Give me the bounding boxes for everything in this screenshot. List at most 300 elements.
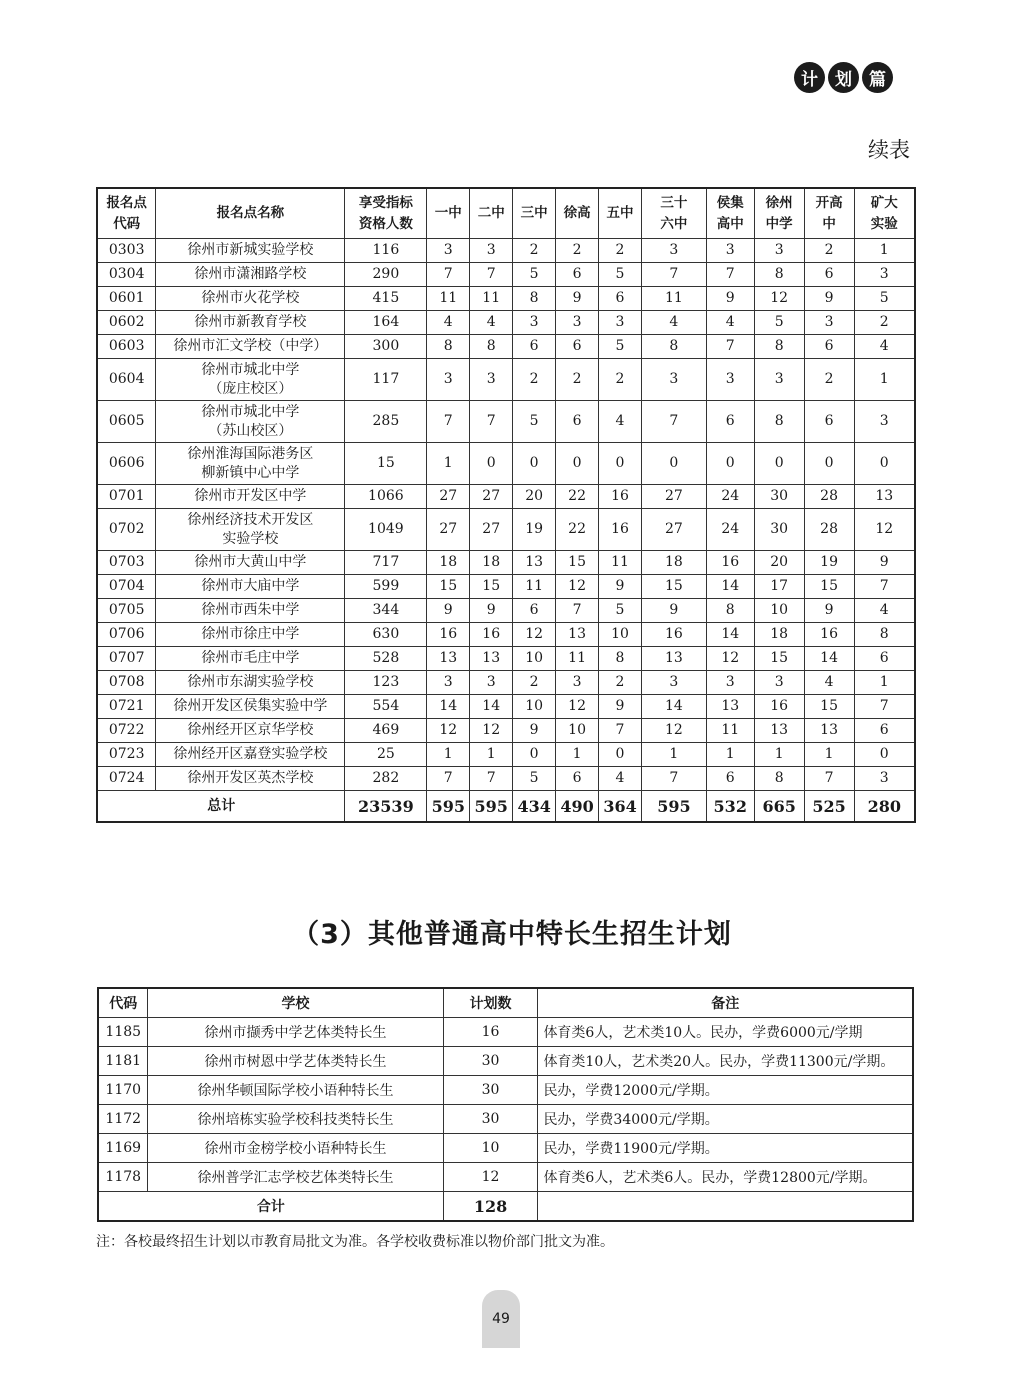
value-cell: 5 bbox=[599, 335, 642, 359]
plan-count-cell: 16 bbox=[443, 1018, 538, 1047]
value-cell: 2 bbox=[854, 311, 915, 335]
value-cell: 6 bbox=[804, 401, 854, 443]
table-row bbox=[97, 599, 915, 623]
table-header-row bbox=[98, 988, 913, 1018]
value-cell: 282 bbox=[345, 767, 427, 791]
code-cell: 1172 bbox=[98, 1105, 148, 1134]
value-cell: 5 bbox=[599, 599, 642, 623]
value-cell: 290 bbox=[345, 263, 427, 287]
value-cell: 7 bbox=[470, 767, 513, 791]
value-cell: 9 bbox=[599, 695, 642, 719]
value-cell: 9 bbox=[641, 599, 706, 623]
value-cell: 344 bbox=[345, 599, 427, 623]
site-code-cell: 0724 bbox=[97, 767, 156, 791]
value-cell: 599 bbox=[345, 575, 427, 599]
value-cell: 3 bbox=[427, 359, 470, 401]
value-cell: 285 bbox=[345, 401, 427, 443]
badge-char: 计 bbox=[794, 62, 825, 93]
column-header: 矿大 实验 bbox=[854, 188, 915, 239]
value-cell: 717 bbox=[345, 551, 427, 575]
value-cell: 11 bbox=[513, 575, 556, 599]
total-row bbox=[97, 791, 915, 823]
value-cell: 7 bbox=[854, 695, 915, 719]
value-cell: 5 bbox=[754, 311, 804, 335]
value-cell: 5 bbox=[513, 263, 556, 287]
table-row bbox=[97, 719, 915, 743]
value-cell: 3 bbox=[754, 359, 804, 401]
value-cell: 2 bbox=[804, 359, 854, 401]
value-cell: 3 bbox=[754, 671, 804, 695]
table-row bbox=[98, 1018, 913, 1047]
value-cell: 18 bbox=[754, 623, 804, 647]
total-value-cell: 280 bbox=[854, 791, 915, 823]
value-cell: 7 bbox=[641, 263, 706, 287]
value-cell: 6 bbox=[706, 767, 754, 791]
value-cell: 19 bbox=[513, 509, 556, 551]
site-code-cell: 0704 bbox=[97, 575, 156, 599]
value-cell: 8 bbox=[754, 263, 804, 287]
value-cell: 12 bbox=[754, 287, 804, 311]
value-cell: 7 bbox=[427, 401, 470, 443]
site-name-cell: 徐州市大庙中学 bbox=[156, 575, 345, 599]
value-cell: 13 bbox=[754, 719, 804, 743]
value-cell: 28 bbox=[804, 485, 854, 509]
value-cell: 4 bbox=[599, 767, 642, 791]
value-cell: 1 bbox=[854, 239, 915, 263]
site-name-cell: 徐州市开发区中学 bbox=[156, 485, 345, 509]
table-row bbox=[97, 335, 915, 359]
table-row bbox=[97, 443, 915, 485]
value-cell: 15 bbox=[427, 575, 470, 599]
value-cell: 3 bbox=[641, 671, 706, 695]
school-cell: 徐州市撷秀中学艺体类特长生 bbox=[148, 1018, 443, 1047]
total-value-cell: 595 bbox=[427, 791, 470, 823]
column-header: 开高 中 bbox=[804, 188, 854, 239]
table-row bbox=[97, 647, 915, 671]
value-cell: 9 bbox=[854, 551, 915, 575]
site-name-cell: 徐州经开区嘉登实验学校 bbox=[156, 743, 345, 767]
value-cell: 16 bbox=[804, 623, 854, 647]
value-cell: 15 bbox=[556, 551, 599, 575]
value-cell: 12 bbox=[427, 719, 470, 743]
table-header-row bbox=[97, 188, 915, 239]
value-cell: 3 bbox=[427, 239, 470, 263]
value-cell: 13 bbox=[513, 551, 556, 575]
value-cell: 3 bbox=[854, 401, 915, 443]
column-header: 报名点 代码 bbox=[97, 188, 156, 239]
value-cell: 10 bbox=[513, 647, 556, 671]
value-cell: 0 bbox=[513, 743, 556, 767]
table-row bbox=[97, 551, 915, 575]
value-cell: 0 bbox=[470, 443, 513, 485]
value-cell: 164 bbox=[345, 311, 427, 335]
value-cell: 6 bbox=[854, 647, 915, 671]
site-code-cell: 0605 bbox=[97, 401, 156, 443]
value-cell: 8 bbox=[641, 335, 706, 359]
value-cell: 9 bbox=[470, 599, 513, 623]
value-cell: 0 bbox=[754, 443, 804, 485]
total-value-cell: 364 bbox=[599, 791, 642, 823]
value-cell: 3 bbox=[854, 263, 915, 287]
value-cell: 14 bbox=[427, 695, 470, 719]
value-cell: 27 bbox=[470, 509, 513, 551]
value-cell: 2 bbox=[599, 671, 642, 695]
value-cell: 3 bbox=[706, 239, 754, 263]
value-cell: 10 bbox=[599, 623, 642, 647]
value-cell: 14 bbox=[706, 575, 754, 599]
code-cell: 1170 bbox=[98, 1076, 148, 1105]
site-code-cell: 0606 bbox=[97, 443, 156, 485]
value-cell: 2 bbox=[599, 359, 642, 401]
table-row bbox=[97, 743, 915, 767]
value-cell: 0 bbox=[804, 443, 854, 485]
value-cell: 4 bbox=[641, 311, 706, 335]
value-cell: 13 bbox=[641, 647, 706, 671]
value-cell: 15 bbox=[470, 575, 513, 599]
column-header: 五中 bbox=[599, 188, 642, 239]
value-cell: 6 bbox=[556, 263, 599, 287]
site-name-cell: 徐州经开区京华学校 bbox=[156, 719, 345, 743]
site-code-cell: 0721 bbox=[97, 695, 156, 719]
column-header: 三十 六中 bbox=[641, 188, 706, 239]
value-cell: 3 bbox=[706, 671, 754, 695]
total-value-cell: 23539 bbox=[345, 791, 427, 823]
table-row bbox=[97, 575, 915, 599]
table-row bbox=[98, 1134, 913, 1163]
value-cell: 14 bbox=[804, 647, 854, 671]
value-cell: 5 bbox=[599, 263, 642, 287]
column-header: 备注 bbox=[538, 988, 913, 1018]
site-code-cell: 0602 bbox=[97, 311, 156, 335]
value-cell: 123 bbox=[345, 671, 427, 695]
site-code-cell: 0707 bbox=[97, 647, 156, 671]
table-row bbox=[98, 1163, 913, 1192]
value-cell: 7 bbox=[641, 401, 706, 443]
specialty-plan-table bbox=[97, 987, 914, 1222]
column-header: 计划数 bbox=[443, 988, 538, 1018]
column-header: 徐高 bbox=[556, 188, 599, 239]
total-value-cell: 434 bbox=[513, 791, 556, 823]
column-header: 一中 bbox=[427, 188, 470, 239]
column-header: 二中 bbox=[470, 188, 513, 239]
value-cell: 6 bbox=[556, 335, 599, 359]
value-cell: 6 bbox=[854, 719, 915, 743]
value-cell: 528 bbox=[345, 647, 427, 671]
value-cell: 16 bbox=[641, 623, 706, 647]
value-cell: 15 bbox=[345, 443, 427, 485]
value-cell: 13 bbox=[804, 719, 854, 743]
value-cell: 3 bbox=[470, 239, 513, 263]
value-cell: 3 bbox=[513, 311, 556, 335]
value-cell: 16 bbox=[599, 509, 642, 551]
value-cell: 4 bbox=[804, 671, 854, 695]
value-cell: 8 bbox=[854, 623, 915, 647]
value-cell: 11 bbox=[641, 287, 706, 311]
column-header: 报名点名称 bbox=[156, 188, 345, 239]
value-cell: 0 bbox=[706, 443, 754, 485]
total-value-cell: 665 bbox=[754, 791, 804, 823]
site-code-cell: 0702 bbox=[97, 509, 156, 551]
value-cell: 2 bbox=[804, 239, 854, 263]
value-cell: 8 bbox=[754, 401, 804, 443]
value-cell: 16 bbox=[599, 485, 642, 509]
total-value-cell: 128 bbox=[443, 1192, 538, 1222]
value-cell: 469 bbox=[345, 719, 427, 743]
table-row bbox=[98, 1076, 913, 1105]
value-cell: 12 bbox=[854, 509, 915, 551]
value-cell: 3 bbox=[556, 671, 599, 695]
site-name-cell: 徐州市火花学校 bbox=[156, 287, 345, 311]
site-name-cell: 徐州市大黄山中学 bbox=[156, 551, 345, 575]
value-cell: 2 bbox=[513, 671, 556, 695]
value-cell: 6 bbox=[513, 335, 556, 359]
table-row bbox=[97, 767, 915, 791]
value-cell: 8 bbox=[470, 335, 513, 359]
value-cell: 1 bbox=[427, 443, 470, 485]
table-row bbox=[97, 671, 915, 695]
value-cell: 630 bbox=[345, 623, 427, 647]
total-value-cell: 490 bbox=[556, 791, 599, 823]
value-cell: 16 bbox=[427, 623, 470, 647]
school-cell: 徐州市金榜学校小语种特长生 bbox=[148, 1134, 443, 1163]
table-row bbox=[97, 485, 915, 509]
value-cell: 3 bbox=[804, 311, 854, 335]
column-header: 学校 bbox=[148, 988, 443, 1018]
site-code-cell: 0701 bbox=[97, 485, 156, 509]
value-cell: 16 bbox=[706, 551, 754, 575]
value-cell: 6 bbox=[513, 599, 556, 623]
value-cell: 7 bbox=[706, 335, 754, 359]
value-cell: 7 bbox=[706, 263, 754, 287]
value-cell: 14 bbox=[641, 695, 706, 719]
site-code-cell: 0303 bbox=[97, 239, 156, 263]
value-cell: 7 bbox=[854, 575, 915, 599]
value-cell: 1066 bbox=[345, 485, 427, 509]
remark-cell: 民办，学费12000元/学期。 bbox=[538, 1076, 913, 1105]
value-cell: 11 bbox=[706, 719, 754, 743]
value-cell: 0 bbox=[854, 443, 915, 485]
site-name-cell: 徐州市东湖实验学校 bbox=[156, 671, 345, 695]
column-header: 侯集 高中 bbox=[706, 188, 754, 239]
badge-char: 篇 bbox=[862, 62, 893, 93]
value-cell: 7 bbox=[427, 263, 470, 287]
value-cell: 13 bbox=[854, 485, 915, 509]
site-name-cell: 徐州开发区英杰学校 bbox=[156, 767, 345, 791]
total-value-cell: 532 bbox=[706, 791, 754, 823]
value-cell: 11 bbox=[427, 287, 470, 311]
value-cell: 10 bbox=[754, 599, 804, 623]
value-cell: 1 bbox=[804, 743, 854, 767]
value-cell: 0 bbox=[513, 443, 556, 485]
total-row bbox=[98, 1192, 913, 1222]
value-cell: 9 bbox=[556, 287, 599, 311]
remark-cell: 体育类10人，艺术类20人。民办，学费11300元/学期。 bbox=[538, 1047, 913, 1076]
site-name-cell: 徐州市城北中学 （苏山校区） bbox=[156, 401, 345, 443]
value-cell: 7 bbox=[470, 263, 513, 287]
badge-char: 划 bbox=[828, 62, 859, 93]
value-cell: 12 bbox=[470, 719, 513, 743]
school-cell: 徐州培栋实验学校科技类特长生 bbox=[148, 1105, 443, 1134]
value-cell: 6 bbox=[599, 287, 642, 311]
value-cell: 2 bbox=[599, 239, 642, 263]
value-cell: 12 bbox=[556, 575, 599, 599]
table-row bbox=[97, 401, 915, 443]
continuation-label: 续表 bbox=[868, 138, 910, 162]
value-cell: 0 bbox=[556, 443, 599, 485]
value-cell: 12 bbox=[556, 695, 599, 719]
page-number: 49 bbox=[492, 1311, 510, 1327]
site-name-cell: 徐州市城北中学 （庞庄校区） bbox=[156, 359, 345, 401]
section-heading: （3）其他普通高中特长生招生计划 bbox=[292, 919, 732, 950]
value-cell: 5 bbox=[513, 401, 556, 443]
value-cell: 8 bbox=[754, 335, 804, 359]
value-cell: 9 bbox=[513, 719, 556, 743]
value-cell: 1 bbox=[427, 743, 470, 767]
site-name-cell: 徐州经济技术开发区 实验学校 bbox=[156, 509, 345, 551]
column-header: 享受指标 资格人数 bbox=[345, 188, 427, 239]
site-name-cell: 徐州市汇文学校（中学） bbox=[156, 335, 345, 359]
total-value-cell: 595 bbox=[641, 791, 706, 823]
value-cell: 1 bbox=[854, 671, 915, 695]
value-cell: 1 bbox=[754, 743, 804, 767]
total-label: 合计 bbox=[98, 1192, 443, 1222]
value-cell: 415 bbox=[345, 287, 427, 311]
site-code-cell: 0304 bbox=[97, 263, 156, 287]
value-cell: 20 bbox=[513, 485, 556, 509]
remark-cell bbox=[538, 1192, 913, 1222]
table-row bbox=[97, 509, 915, 551]
value-cell: 8 bbox=[754, 767, 804, 791]
value-cell: 1 bbox=[641, 743, 706, 767]
value-cell: 30 bbox=[754, 509, 804, 551]
plan-count-cell: 30 bbox=[443, 1047, 538, 1076]
value-cell: 3 bbox=[470, 359, 513, 401]
section-badge bbox=[794, 62, 893, 93]
page-number-tab bbox=[482, 1290, 520, 1348]
footnote: 注：各校最终招生计划以市教育局批文为准。各学校收费标准以物价部门批文为准。 bbox=[96, 1234, 614, 1250]
value-cell: 24 bbox=[706, 485, 754, 509]
value-cell: 27 bbox=[641, 509, 706, 551]
remark-cell: 民办，学费11900元/学期。 bbox=[538, 1134, 913, 1163]
plan-count-cell: 10 bbox=[443, 1134, 538, 1163]
value-cell: 6 bbox=[804, 263, 854, 287]
value-cell: 6 bbox=[706, 401, 754, 443]
value-cell: 1 bbox=[706, 743, 754, 767]
value-cell: 18 bbox=[427, 551, 470, 575]
site-code-cell: 0705 bbox=[97, 599, 156, 623]
column-header: 代码 bbox=[98, 988, 148, 1018]
value-cell: 9 bbox=[804, 599, 854, 623]
table-row bbox=[97, 287, 915, 311]
value-cell: 28 bbox=[804, 509, 854, 551]
value-cell: 22 bbox=[556, 485, 599, 509]
site-name-cell: 徐州市徐庄中学 bbox=[156, 623, 345, 647]
value-cell: 0 bbox=[599, 443, 642, 485]
value-cell: 4 bbox=[854, 335, 915, 359]
value-cell: 0 bbox=[854, 743, 915, 767]
value-cell: 16 bbox=[470, 623, 513, 647]
total-value-cell: 525 bbox=[804, 791, 854, 823]
column-header: 三中 bbox=[513, 188, 556, 239]
plan-count-cell: 30 bbox=[443, 1105, 538, 1134]
value-cell: 7 bbox=[599, 719, 642, 743]
plan-count-cell: 12 bbox=[443, 1163, 538, 1192]
table-row bbox=[97, 239, 915, 263]
value-cell: 30 bbox=[754, 485, 804, 509]
site-name-cell: 徐州淮海国际港务区 柳新镇中心中学 bbox=[156, 443, 345, 485]
value-cell: 22 bbox=[556, 509, 599, 551]
school-cell: 徐州华顿国际学校小语种特长生 bbox=[148, 1076, 443, 1105]
value-cell: 27 bbox=[470, 485, 513, 509]
value-cell: 0 bbox=[641, 443, 706, 485]
value-cell: 4 bbox=[427, 311, 470, 335]
value-cell: 7 bbox=[427, 767, 470, 791]
site-name-cell: 徐州市毛庄中学 bbox=[156, 647, 345, 671]
value-cell: 12 bbox=[641, 719, 706, 743]
site-code-cell: 0722 bbox=[97, 719, 156, 743]
site-name-cell: 徐州市西朱中学 bbox=[156, 599, 345, 623]
value-cell: 11 bbox=[470, 287, 513, 311]
remark-cell: 体育类6人，艺术类6人。民办，学费12800元/学期。 bbox=[538, 1163, 913, 1192]
value-cell: 2 bbox=[556, 359, 599, 401]
value-cell: 13 bbox=[706, 695, 754, 719]
value-cell: 3 bbox=[641, 239, 706, 263]
value-cell: 12 bbox=[706, 647, 754, 671]
value-cell: 9 bbox=[599, 575, 642, 599]
value-cell: 1 bbox=[470, 743, 513, 767]
value-cell: 18 bbox=[470, 551, 513, 575]
value-cell: 1 bbox=[556, 743, 599, 767]
value-cell: 13 bbox=[470, 647, 513, 671]
value-cell: 13 bbox=[556, 623, 599, 647]
value-cell: 24 bbox=[706, 509, 754, 551]
value-cell: 2 bbox=[513, 359, 556, 401]
total-value-cell: 595 bbox=[470, 791, 513, 823]
site-name-cell: 徐州市新城实验学校 bbox=[156, 239, 345, 263]
table-row bbox=[97, 311, 915, 335]
value-cell: 7 bbox=[556, 599, 599, 623]
value-cell: 15 bbox=[804, 695, 854, 719]
table-row bbox=[97, 359, 915, 401]
value-cell: 19 bbox=[804, 551, 854, 575]
value-cell: 117 bbox=[345, 359, 427, 401]
value-cell: 9 bbox=[427, 599, 470, 623]
value-cell: 7 bbox=[470, 401, 513, 443]
value-cell: 3 bbox=[641, 359, 706, 401]
table-row bbox=[98, 1105, 913, 1134]
value-cell: 2 bbox=[556, 239, 599, 263]
value-cell: 4 bbox=[470, 311, 513, 335]
site-code-cell: 0708 bbox=[97, 671, 156, 695]
remark-cell: 体育类6人，艺术类10人。民办，学费6000元/学期 bbox=[538, 1018, 913, 1047]
value-cell: 3 bbox=[854, 767, 915, 791]
site-code-cell: 0723 bbox=[97, 743, 156, 767]
code-cell: 1185 bbox=[98, 1018, 148, 1047]
site-code-cell: 0603 bbox=[97, 335, 156, 359]
value-cell: 300 bbox=[345, 335, 427, 359]
site-code-cell: 0601 bbox=[97, 287, 156, 311]
value-cell: 12 bbox=[513, 623, 556, 647]
table-row bbox=[98, 1047, 913, 1076]
school-cell: 徐州市树恩中学艺体类特长生 bbox=[148, 1047, 443, 1076]
site-name-cell: 徐州市新教育学校 bbox=[156, 311, 345, 335]
value-cell: 1049 bbox=[345, 509, 427, 551]
value-cell: 8 bbox=[427, 335, 470, 359]
value-cell: 25 bbox=[345, 743, 427, 767]
value-cell: 10 bbox=[556, 719, 599, 743]
table-row bbox=[97, 623, 915, 647]
value-cell: 6 bbox=[556, 767, 599, 791]
